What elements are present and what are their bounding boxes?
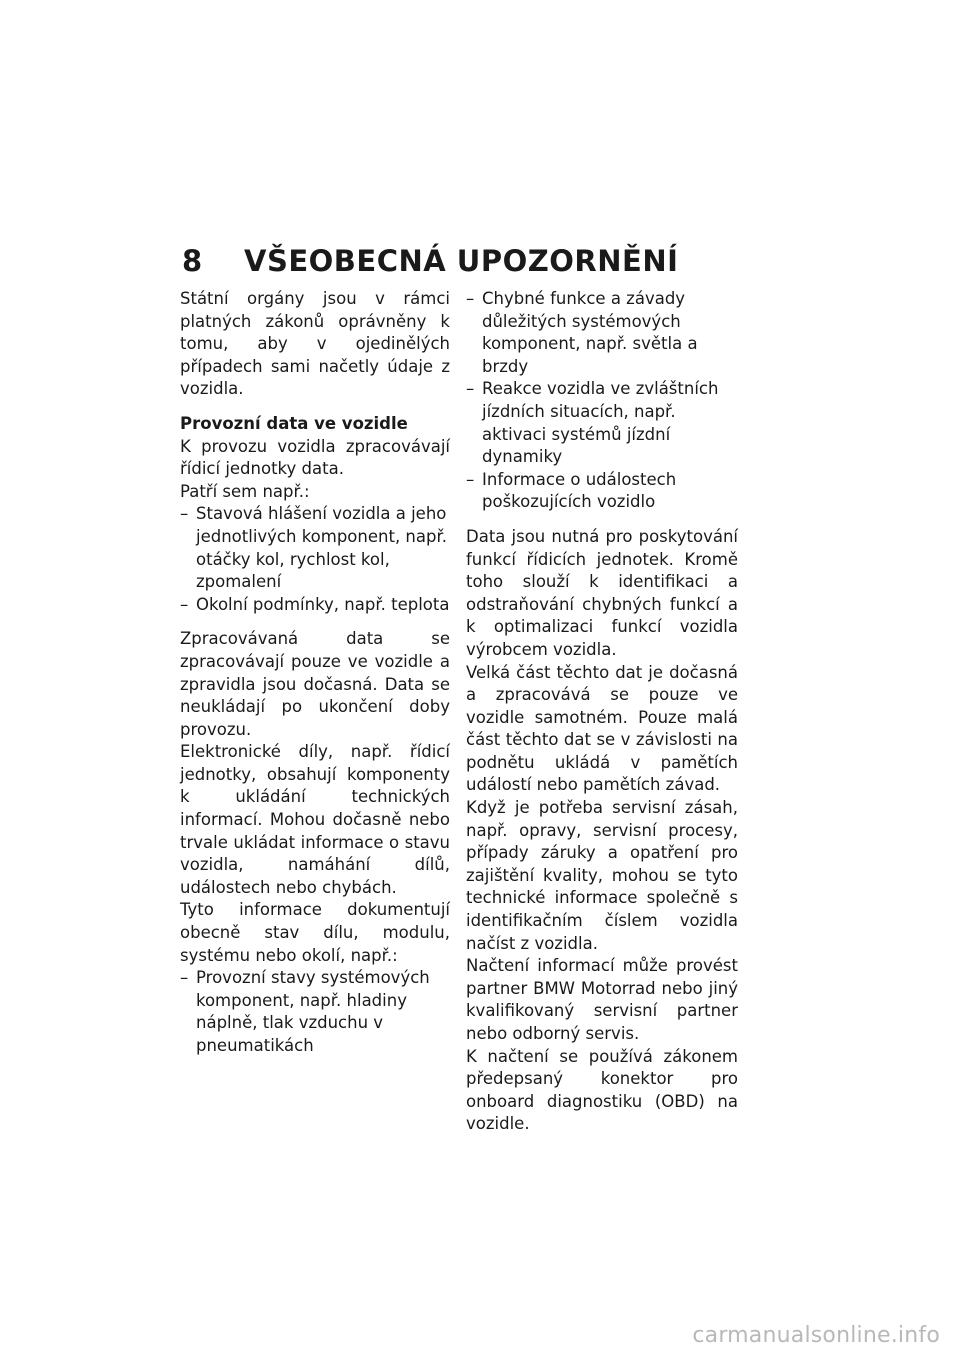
paragraph: K provozu vozidla zpracovávají řídicí jednotky data. [180, 436, 450, 479]
list-item [466, 378, 738, 468]
list-dash: – [466, 289, 475, 308]
list-item-text: Provozní stavy systémových komponent, např. hladiny náplně, tlak vzduchu v pneumatikách [196, 968, 430, 1055]
watermark: carmanualsonline.info [692, 1323, 940, 1348]
paragraph: Velká část těchto dat je dočasná a zpracovává se pouze ve vozidle samotném. Pouze malá část těchto dat se v závislosti na podnětu ukládá v pamětích událostí nebo pamětích závad. [466, 662, 738, 795]
list-item-text: Informace o událostech poškozujících vozidlo [482, 469, 677, 512]
paragraph: Elektronické díly, např. řídicí jednotky, obsahují komponenty k ukládání technických informací. Mohou dočasně nebo trvale ukládat informace o stavu vozidla, namáhání dílů, událostech nebo chybách. [180, 742, 450, 897]
section-heading: Provozní data ve vozidle [180, 413, 408, 433]
list-dash: – [466, 469, 475, 489]
list-dash: – [180, 968, 189, 988]
paragraph: Načtení informací může provést partner BMW Motorrad nebo jiný kvalifikovaný servisní partner nebo odborný servis. [466, 956, 738, 1043]
list-item-text: Chybné funkce a závady důležitých systémových komponent, např. světla a brzdy [482, 289, 698, 376]
list-item [466, 288, 738, 378]
right-column [466, 288, 738, 1136]
bullet-list [180, 503, 450, 616]
paragraph: Patří sem např.: [180, 481, 310, 501]
list-item [180, 594, 450, 617]
chapter-number: 8 [182, 244, 203, 278]
list-dash: – [180, 504, 189, 524]
list-dash: – [466, 379, 475, 399]
paragraph: K načtení se používá zákonem předepsaný konektor pro onboard diagnostiku (OBD) na vozidle. [466, 1046, 738, 1134]
paragraph: Zpracovávaná data se zpracovávají pouze ve vozidle a zpravidla jsou dočasná. Data se neukládají po ukončení doby provozu. [180, 629, 450, 739]
left-column [180, 288, 450, 1058]
list-item [180, 967, 450, 1057]
paragraph: Tyto informace dokumentují obecně stav dílu, modulu, systému nebo okolí, např.: [180, 900, 450, 965]
page-title [182, 244, 782, 278]
list-dash: – [180, 594, 189, 614]
bullet-list [466, 288, 738, 514]
list-item-text: Reakce vozidla ve zvláštních jízdních situacích, např. aktivaci systémů jízdní dynamiky [482, 379, 719, 467]
intro-paragraph: Státní orgány jsou v rámci platných zákonů oprávněny k tomu, aby v ojedinělých případech sami načetly údaje z vozidla. [180, 289, 450, 399]
bullet-list [180, 967, 450, 1057]
paragraph: Když je potřeba servisní zásah, např. opravy, servisní procesy, případy záruky a opatření pro zajištění kvality, mohou se tyto technické informace společně s identifikačním číslem vozidla načíst z vozidla. [466, 798, 738, 953]
list-item [466, 469, 738, 514]
list-item-text: Stavová hlášení vozidla a jeho jednotlivých komponent, např. otáčky kol, rychlost kol, zpomalení [196, 504, 447, 592]
paragraph: Data jsou nutná pro poskytování funkcí řídicích jednotek. Kromě toho slouží k identifikaci a odstraňování chybných funkcí a k optimalizaci funkcí vozidla výrobcem vozidla. [466, 526, 738, 659]
list-item-text: Okolní podmínky, např. teplota [196, 594, 450, 614]
list-item [180, 503, 450, 593]
chapter-title: VŠEOBECNÁ UPOZORNĚNÍ [244, 244, 679, 278]
